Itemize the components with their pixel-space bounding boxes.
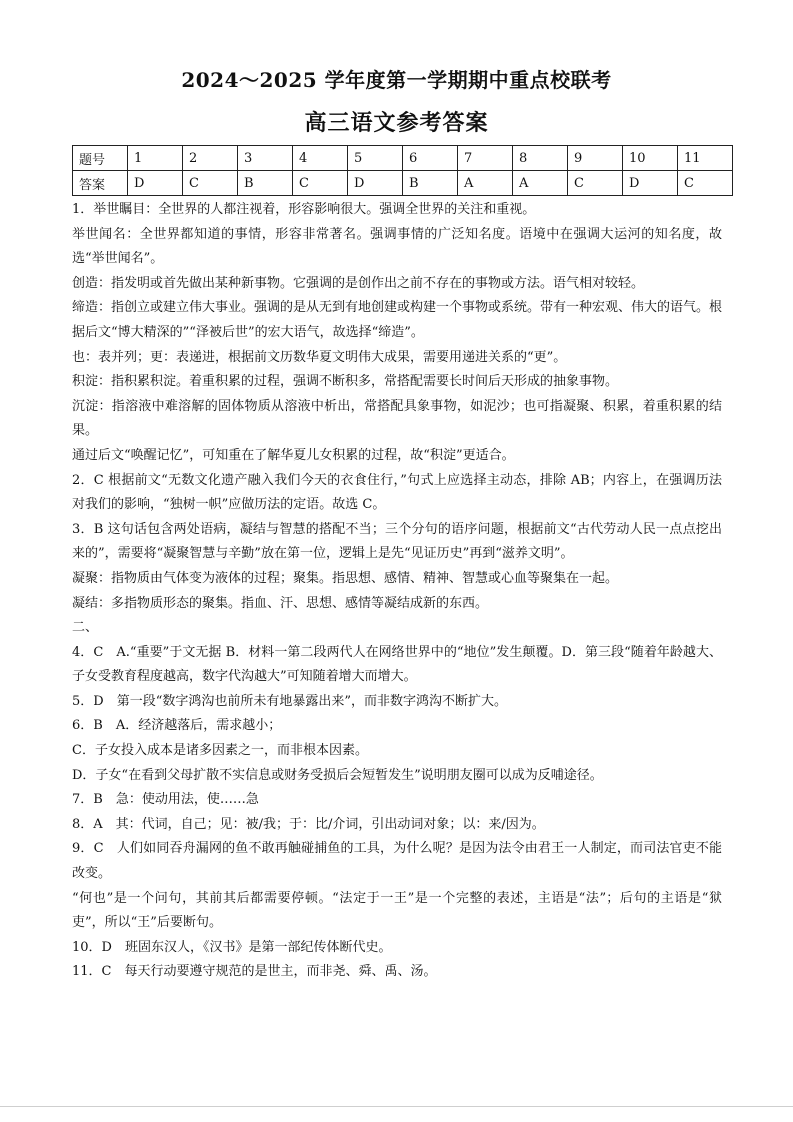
paragraph: 5．D 第一段“数字鸿沟也前所未有地暴露出来”，而非数字鸿沟不断扩大。 (72, 693, 507, 709)
paragraph: D．子女“在看到父母扩散不实信息或财务受损后会短暂发生”说明朋友圈可以成为反哺途径。 (72, 767, 603, 783)
table-cell: 9 (568, 146, 623, 171)
paragraph: 8．A 其：代词，自己；见：被/我；于：比/介词，引出动词对象；以：来/因为。 (72, 816, 545, 832)
table-cell: 10 (623, 146, 678, 171)
table-cell: C (293, 171, 348, 196)
table-cell: 5 (348, 146, 403, 171)
paragraph: 3．B 这句话包含两处语病，凝结与智慧的搭配不当；三个分句的语序问题，根据前文“古代劳动人民一点点挖出来的”，需要将“凝聚智慧与辛勤”放在第一位，逻辑上是先“见证历史”再到“滋养文明”。 (72, 521, 722, 562)
paragraph: 4．C A.“重要”于文无据 B．材料一第二段两代人在网络世界中的“地位”发生颠覆。D．第三段“随着年龄越大、子女受教育程度越高，数字代沟越大”可知随着增大而增大。 (72, 644, 722, 685)
row-label-answer: 答案 (73, 171, 128, 196)
paragraph: 也：表并列；更：表递进，根据前文历数华夏文明伟大成果，需要用递进关系的“更”。 (72, 349, 567, 365)
paragraph: C．子女投入成本是诸多因素之一，而非根本因素。 (72, 743, 368, 759)
paragraph: 11．C 每天行动要遵守规范的是世主，而非尧、舜、禹、汤。 (72, 964, 437, 980)
paragraph: 凝结：多指物质形态的聚集。指血、汗、思想、感情等凝结成新的东西。 (72, 595, 489, 611)
table-cell: B (403, 171, 458, 196)
paragraph: 6．B A．经济越落后，需求越小； (72, 718, 282, 734)
paragraph: 沉淀：指溶液中难溶解的固体物质从溶液中析出，常搭配具象事物，如泥沙；也可指凝聚、积累，着重积累的结果。 (72, 398, 722, 439)
paragraph: 缔造：指创立或建立伟大事业。强调的是从无到有地创建或构建一个事物或系统。带有一种宏观、伟大的语气。根据后文“博大精深的”“泽被后世”的宏大语气，故选择“缔造”。 (72, 300, 723, 340)
explanation-body (72, 198, 722, 985)
table-cell: A (458, 171, 513, 196)
table-cell: D (623, 171, 678, 196)
row-label-number: 题号 (73, 146, 128, 171)
paragraph: 9．C 人们如同吞舟漏网的鱼不敢再触碰捕鱼的工具，为什么呢？是因为法令由君王一人制定，而司法官吏不能改变。 (72, 841, 722, 882)
paragraph: 7．B 急：使动用法，使……急 (72, 792, 259, 808)
table-cell: B (238, 171, 293, 196)
page-title: 2024～2025 学年度第一学期期中重点校联考 (181, 68, 612, 92)
table-cell: D (128, 171, 183, 196)
table-row-numbers (73, 146, 733, 171)
table-cell: A (513, 171, 568, 196)
table-cell: C (568, 171, 623, 196)
paragraph: “何也”是一个问句，其前其后都需要停顿。“法定于一王”是一个完整的表述，主语是“法”；后句的主语是“狱吏”，所以“王”后要断句。 (72, 890, 722, 931)
table-cell: C (183, 171, 238, 196)
paragraph: 10．D 班固东汉人，《汉书》是第一部纪传体断代史。 (72, 939, 392, 955)
page-subtitle: 高三语文参考答案 (304, 110, 489, 136)
footer-divider (0, 1106, 793, 1107)
table-cell: 11 (678, 146, 733, 171)
paragraph: 通过后文“唤醒记忆”，可知重在了解华夏儿女积累的过程，故“积淀”更适合。 (72, 447, 515, 463)
paragraph: 举世闻名：全世界都知道的事情，形容非常著名。强调事情的广泛知名度。语境中在强调大运河的知名度，故选“举世闻名”。 (72, 226, 722, 267)
paragraph: 创造：指发明或首先做出某种新事物。它强调的是创作出之前不存在的事物或方法。语气相对较轻。 (72, 275, 645, 291)
table-cell: 8 (513, 146, 568, 171)
table-cell: 4 (293, 146, 348, 171)
table-cell: 2 (183, 146, 238, 171)
answer-table (72, 145, 733, 196)
section-marker: 二、 (72, 620, 99, 636)
table-row-answers (73, 171, 733, 196)
paragraph: 1．举世瞩目：全世界的人都注视着，形容影响很大。强调全世界的关注和重视。 (72, 202, 536, 217)
table-cell: 7 (458, 146, 513, 171)
table-cell: 1 (128, 146, 183, 171)
paragraph: 2．C 根据前文“无数文化遗产融入我们今天的衣食住行，”句式上应选择主动态，排除 AB；内容上，在强调历法对我们的影响，“独树一帜”应做历法的定语。故选 C。 (72, 472, 722, 513)
table-cell: 3 (238, 146, 293, 171)
table-cell: D (348, 171, 403, 196)
table-cell: 6 (403, 146, 458, 171)
paragraph: 积淀：指积累积淀。着重积累的过程，强调不断积多，常搭配需要长时间后天形成的抽象事物。 (72, 374, 619, 390)
table-cell: C (678, 171, 733, 196)
paragraph: 凝聚：指物质由气体变为液体的过程；聚集。指思想、感情、精神、智慧或心血等聚集在一起。 (72, 570, 619, 586)
